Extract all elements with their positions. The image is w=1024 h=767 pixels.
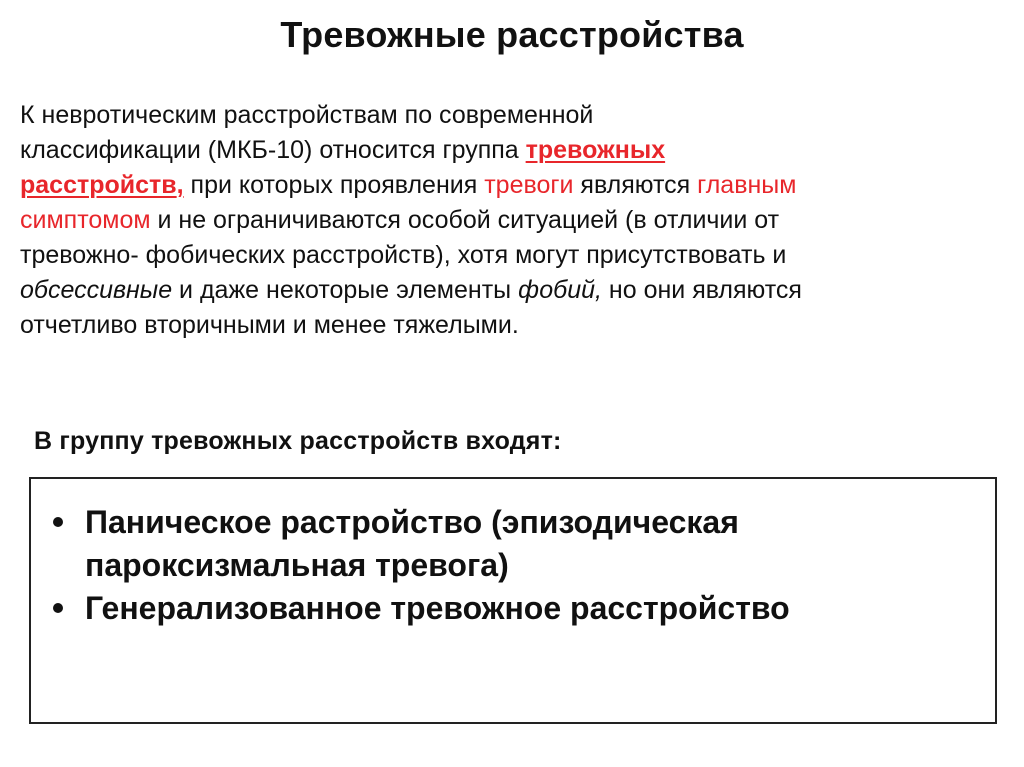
intro-text: при которых проявления: [183, 171, 485, 199]
highlight-symptom: симптомом: [20, 206, 151, 234]
list-item: [51, 501, 981, 587]
intro-text: тревожно- фобических расстройств), хотя могут присутствовать и: [20, 241, 787, 269]
intro-text: и не ограничиваются особой ситуацией (в отличии от: [150, 206, 780, 234]
intro-line-5: [20, 238, 1010, 273]
highlight-main: главным: [697, 171, 797, 199]
intro-line-7: [20, 308, 1010, 343]
list-item-line: Генерализованное тревожное расстройство: [85, 590, 790, 626]
intro-line-3: [20, 168, 1010, 203]
slide-title: Тревожные расстройства: [280, 14, 744, 55]
highlight-comma: ,: [176, 171, 184, 199]
intro-line-2: [20, 133, 1010, 168]
intro-text: являются: [573, 171, 698, 199]
italic-phobias: фобий,: [518, 276, 602, 304]
group-heading: В группу тревожных расстройств входят:: [34, 427, 562, 455]
intro-text: но они являются: [601, 276, 802, 304]
italic-obsessive: обсессивные: [20, 276, 173, 304]
bullet-icon: [53, 517, 63, 527]
intro-paragraph: [20, 98, 1010, 343]
bullet-icon: [53, 603, 63, 613]
highlight-anxiety-disorders-2: расстройств: [20, 171, 177, 199]
intro-text: классификации (МКБ-10) относится группа: [20, 136, 526, 164]
disorders-list: [51, 501, 981, 630]
list-item-line: Паническое растройство (эпизодическая: [85, 504, 739, 540]
list-item-line: пароксизмальная тревога): [85, 547, 509, 583]
highlight-anxiety-disorders-1: тревожных: [525, 136, 666, 164]
intro-line-6: [20, 273, 1010, 308]
disorders-list-box: [29, 477, 997, 724]
intro-line-4: [20, 203, 1010, 238]
intro-line-1: [20, 98, 1010, 133]
highlight-anxiety: тревоги: [484, 171, 574, 199]
intro-text: К невротическим расстройствам по современной: [20, 101, 594, 129]
intro-text: и даже некоторые элементы: [172, 276, 519, 304]
list-item: [51, 587, 981, 630]
intro-text: отчетливо вторичными и менее тяжелыми.: [20, 311, 519, 339]
